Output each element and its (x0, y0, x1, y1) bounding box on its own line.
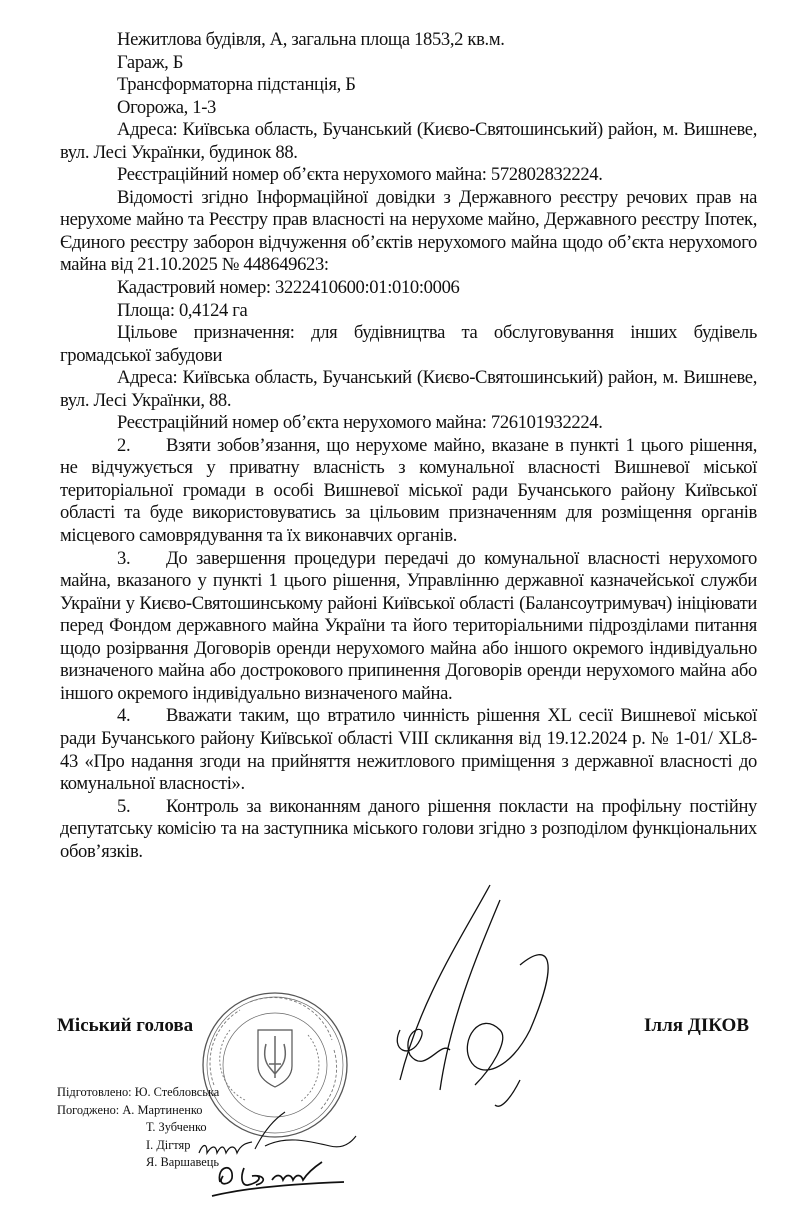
signatory-name: Ілля ДІКОВ (644, 1015, 749, 1036)
signatory-title: Міський голова (57, 1015, 194, 1036)
object-item: Нежитлова будівля, А, загальна площа 1853,2 кв.м. (117, 29, 505, 50)
decision-item-5 (60, 796, 757, 864)
agreed-by-name: Т. Зубченко (146, 1120, 207, 1135)
item-text: Контроль за виконанням даного рішення покласти на профільну постійну депутатську комісію та на заступника міського голови згідно з розподілом функціональних обов’язків. (60, 795, 757, 862)
agreed-by-name: А. Мартиненко (122, 1102, 203, 1117)
item-number: 2. (117, 434, 131, 456)
digtiar-signature (196, 1140, 256, 1156)
registration-number: Реєстраційний номер об’єкта нерухомого майна: 726101932224. (117, 412, 603, 434)
agreed-by-row (57, 1137, 219, 1155)
prepared-by-row (57, 1084, 219, 1102)
item-number: 3. (117, 547, 131, 569)
decision-item-3 (60, 548, 757, 706)
agreed-label: Погоджено: (57, 1102, 120, 1117)
decision-item-2 (60, 435, 757, 548)
agreed-by-row (57, 1102, 219, 1120)
agreed-by-name: І. Дігтяр (146, 1137, 191, 1152)
object-item: Гараж, Б (117, 51, 184, 73)
agreed-by-name: Я. Варшавець (146, 1155, 220, 1170)
prepared-by-name: Ю. Стебловська (134, 1085, 220, 1099)
signature-block (57, 1015, 749, 1041)
land-area: Площа: 0,4124 га (117, 299, 248, 321)
decision-item-4 (60, 705, 757, 795)
item-text: Взяти зобов’язання, що нерухоме майно, вказане в пункті 1 цього рішення, не відчужується у приватну власність з комунальної власності Вишневої міської територіальної громади в особі Вишневої міської ради Бучанського району Київської області та буде використовуватись за цільовим призначенням для розміщення органів місцевого самоврядування та їх виконавчих органів. (60, 434, 757, 547)
item-text: До завершення процедури передачі до комунальної власності нерухомого майна, вказаного у пункті 1 цього рішення, Управлінню державної казначейської служби України у Києво-Святошинському районі Київської області (Балансоутримувач) ініціювати перед Фондом державного майна України та його територіальними підрозділами питання щодо розірвання Договорів оренди нерухомого майна або іншого окремого індивідуально визначеного майна або дострокового припинення Договорів оренди нерухомого майна або іншого окремого індивідуально визначеного майна. (60, 547, 757, 704)
prepared-label: Підготовлено: (57, 1085, 132, 1099)
item-text: Вважати таким, що втратило чинність рішення XL сесії Вишневої міської ради Бучанського району Київської області VIII скликання від 19.12.2024 р. № 1-01/ XL8-43 «Про надання згоди на прийняття нежитлового приміщення з державної власності до комунальної власності». (60, 705, 757, 795)
item-number: 5. (117, 795, 131, 817)
mayor-signature (380, 880, 580, 1110)
cadastral-number: Кадастровий номер: 3222410600:01:010:0006 (117, 277, 460, 299)
item-number: 4. (117, 705, 131, 727)
object-item: Трансформаторна підстанція, Б (117, 74, 356, 96)
approvals-block (57, 1084, 219, 1172)
varshavets-signature (208, 1158, 348, 1200)
approver-signature (250, 1104, 360, 1154)
agreed-by-row (57, 1154, 219, 1172)
agreed-by-row (57, 1119, 219, 1137)
registry-info-paragraph: Відомості згідно Інформаційної довідки з Державного реєстру речових прав на нерухоме майно та Реєстру прав власності на нерухоме майно, Державного реєстру Іпотек, Єдиного реєстру заборон відчуження об’єктів нерухомого майна щодо об’єкта нерухомого майна від 21.10.2025 № 448649623: (60, 186, 757, 276)
object-item: Огорожа, 1-3 (117, 96, 217, 118)
document-body (60, 29, 757, 863)
purpose-paragraph: Цільове призначення: для будівництва та обслуговування інших будівель громадської забудови (60, 322, 757, 366)
registration-number: Реєстраційний номер об’єкта нерухомого майна: 572802832224. (117, 164, 603, 186)
address-paragraph: Адреса: Київська область, Бучанський (Києво-Святошинський) район, м. Вишневе, вул. Лесі Українки, 88. (60, 367, 757, 411)
address-paragraph: Адреса: Київська область, Бучанський (Києво-Святошинський) район, м. Вишневе, вул. Лесі Українки, будинок 88. (60, 119, 757, 163)
